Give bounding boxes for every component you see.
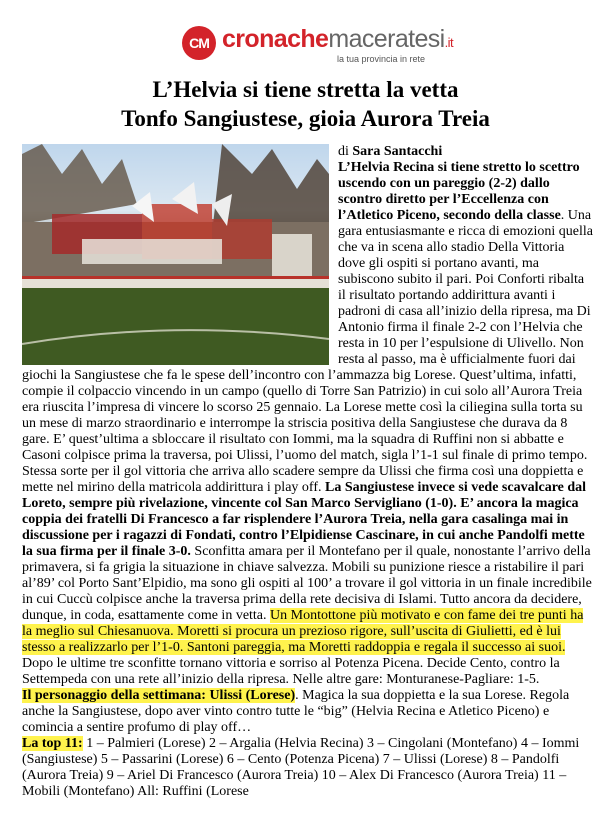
logo-wordmark <box>222 25 453 54</box>
byline-prefix: di <box>338 144 353 159</box>
headline-line-1: L’Helvia si tiene stretta la vetta <box>152 77 459 102</box>
personaggio-paragraph <box>22 688 594 736</box>
logo-badge: CM <box>182 26 216 60</box>
sangiustese-bold: La Sangiustese invece si vede scavalcare dal Loreto, sempre più rivelazione, vincente col San Marco Servigliano (1-0). E’ ancora la magica coppia dei fratelli Di Francesco a far risplendere l’Aurora Treia, nella gara casalinga mai in discussione per i ragazzi di Fondati, contro l’Elpidiense Cascinare, in cui anche Pandolfi mette la sua firma per il finale 3-0. <box>22 480 587 559</box>
montottone-highlight: Un Montottone più motivato e con fame dei tre punti ha la meglio sul Chiesanuova. Moretti si procura un prezioso rigore, sull’uscita di Giulietti, ed è lui stesso a realizzarlo per l’1-0. Santoni pareggia, ma Moretti raddoppia e regala il successo ai suoi. <box>22 608 584 655</box>
site-logo[interactable] <box>182 20 453 68</box>
article-body <box>22 144 594 800</box>
top11-paragraph <box>22 736 594 800</box>
montefano-text: Sconfitta amara per il Montefano per il quale, nonostante l’arrivo della primavera, si fa grigia la situazione in chiave salvezza. Mobili su punizione riesce a ristabilire il pari al’89’ col Porto Sant’Elpidio, ma sono gli ospiti al 100’ a trovare il gol vittoria in un finale incredibile in cui Cuccù colpisce anche la traversa prima della rete decisiva di Islami. Tutto ancora da decidere, dunque, in coda, esattamente come in vetta. <box>22 544 592 623</box>
intro-text: . Una gara entusiasmante e ricca di emozioni quella che va in scena allo stadio Della Vittoria dove gli ospiti si portano avanti, ma subiscono subito il pari. Poi Conforti ribalta il risultato portando addirittura avanti i padroni di casa all’inizio della ripresa, ma Di Antonio firma il finale 2-2 con l’Helvia che resta in 10 per l’espulsione di Ulivello. Non resta al passo, ma è ufficialmente fuori dai giochi la Sangiustese che fa le spese dell’incontro con l’ammazza big Lorese. Quest’ultima, infatti, compie il colpaccio vincendo in un campo (quello di Torre San Patrizio) in cui solo all’Aurora Treia era riuscita l’impresa di vincere lo scorso 25 gennaio. La Lorese mette così la ciliegina sulla torta su un mese di marzo straordinario e interrompe la striscia positiva della Sangiustese che durava da 8 gare. E’ quest’ultima a sbloccare il risultato con Iommi, ma la squadra di Ruffini non si abbatte e Casoni colpisce prima la traversa, poi Ulissi, l’uomo del match, sigla l’1-1 sul finale di primo tempo. Stessa sorte per il gol vittoria che arriva allo scadere sempre da Ulissi che firma così una doppietta e mette nel mirino della matricola addirittura i play off. <box>22 208 594 495</box>
top11-label: La top 11: <box>22 736 83 751</box>
logo-name-tld: .it <box>444 35 453 50</box>
photo-trees-left <box>22 144 137 224</box>
photo-illustration <box>22 144 329 365</box>
personaggio-label: Il personaggio della settimana: Ulissi (Lorese) <box>22 688 296 703</box>
logo-tagline: la tua provincia in rete <box>337 54 426 64</box>
headline-line-2: Tonfo Sangiustese, gioia Aurora Treia <box>121 106 490 131</box>
logo-name-part2: maceratesi <box>328 25 445 53</box>
article-photo <box>22 144 329 365</box>
top11-text: 1 – Palmieri (Lorese) 2 – Argalia (Helvia Recina) 3 – Cingolani (Montefano) 4 – Iommi (Sangiustese) 5 – Passarini (Lorese) 6 – Cento (Potenza Picena) 7 – Ulissi (Lorese) 8 – Pandolfi (Aurora Treia) 9 – Ariel Di Francesco (Aurora Treia) 10 – Alex Di Francesco (Aurora Treia) 11 – Mobili (Montefano) All: Ruffini (Lorese <box>22 736 580 799</box>
potenza-text: Dopo le ultime tre sconfitte tornano vittoria e sorriso al Potenza Picena. Decide Cento, contro la Settempeda con una rete all’inizio della ripresa. Nelle altre gare: Monturanese-Pagliare: 1-5. <box>22 656 560 687</box>
intro-bold: L’Helvia Recina si tiene stretto lo scettro uscendo con un pareggio (2-2) dallo scontro diretto per l’Eccellenza con l’Atletico Piceno, secondo della classe <box>338 160 580 223</box>
photo-pitch <box>22 288 329 365</box>
logo-name-part1: cronache <box>222 25 329 53</box>
photo-barrier-stripe <box>22 276 329 279</box>
personaggio-text: . Magica la sua doppietta e la sua Lorese. Regola anche la Sangiustese, dopo aver vinto contro tutte le “big” (Helvia Recina e Atletico Piceno) e comincia a sentire profumo di play off… <box>22 688 570 735</box>
headline <box>0 75 611 133</box>
byline-author: Sara Santacchi <box>352 144 443 159</box>
